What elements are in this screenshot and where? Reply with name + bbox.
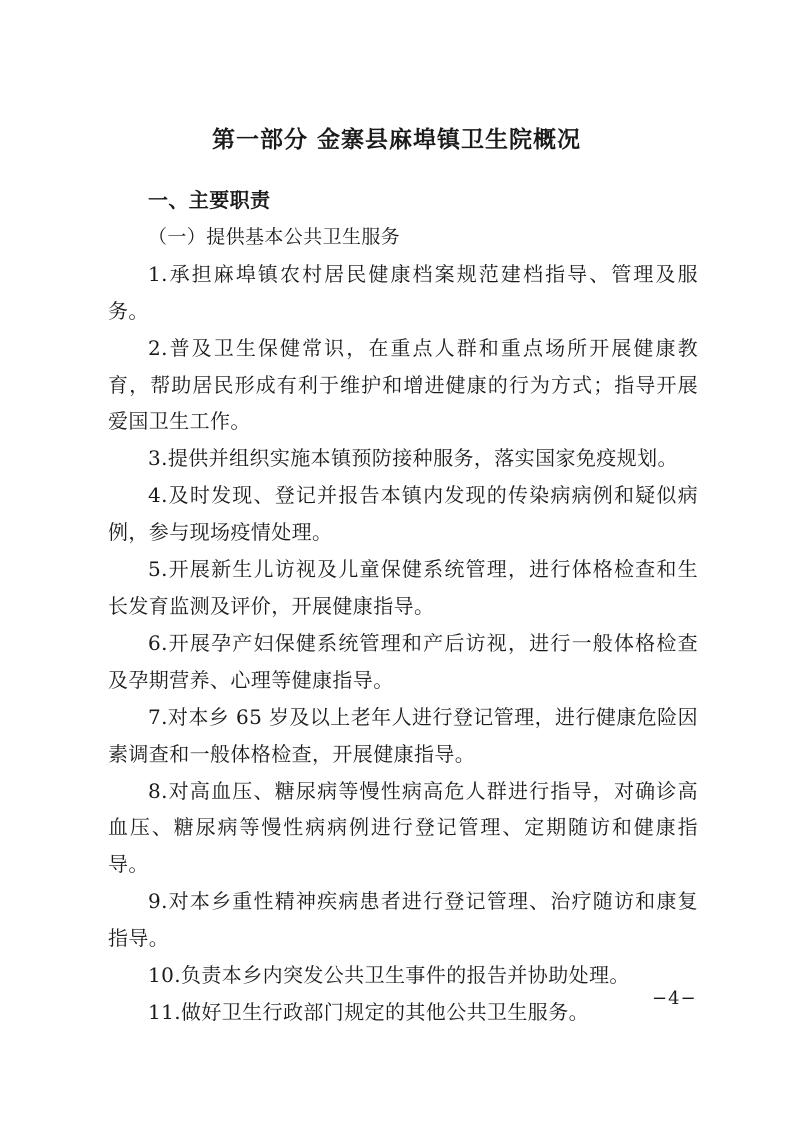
duty-item-6: 6.开展孕产妇保健系统管理和产后访视，进行一般体格检查及孕期营养、心理等健康指导。 [108,630,698,692]
duty-item-8: 8.对高血压、糖尿病等慢性病高危人群进行指导，对确诊高血压、糖尿病等慢性病病例进行登记管理、定期随访和健康指导。 [108,778,698,877]
duty-item-2: 2.普及卫生保健常识，在重点人群和重点场所开展健康教育，帮助居民形成有利于维护和增进健康的行为方式；指导开展爱国卫生工作。 [108,335,698,434]
duty-item-3: 3.提供并组织实施本镇预防接种服务，落实国家免疫规划。 [148,446,678,471]
duty-item-4: 4.及时发现、登记并报告本镇内发现的传染病病例和疑似病例，参与现场疫情处理。 [108,483,698,545]
page-title: 第一部分 金寨县麻埠镇卫生院概况 [211,126,581,153]
duty-item-11: 11.做好卫生行政部门规定的其他公共卫生服务。 [148,999,590,1024]
duty-item-7: 7.对本乡 65 岁及以上老年人进行登记管理，进行健康危险因素调查和一般体格检查，开展健康指导。 [108,704,698,766]
subsection-heading: （一）提供基本公共卫生服务 [148,225,401,248]
duty-item-5: 5.开展新生儿访视及儿童保健系统管理，进行体格检查和生长发育监测及评价，开展健康指导。 [108,557,698,618]
duty-item-1: 1.承担麻埠镇农村居民健康档案规范建档指导、管理及服务。 [108,261,698,323]
duty-item-9: 9.对本乡重性精神疾病患者进行登记管理、治疗随访和康复指导。 [108,889,698,951]
page-number: −4− [652,988,697,1009]
section-heading: 一、主要职责 [148,188,271,212]
duty-item-10: 10.负责本乡内突发公共卫生事件的报告并协助处理。 [148,963,630,988]
document-body [108,182,698,1031]
